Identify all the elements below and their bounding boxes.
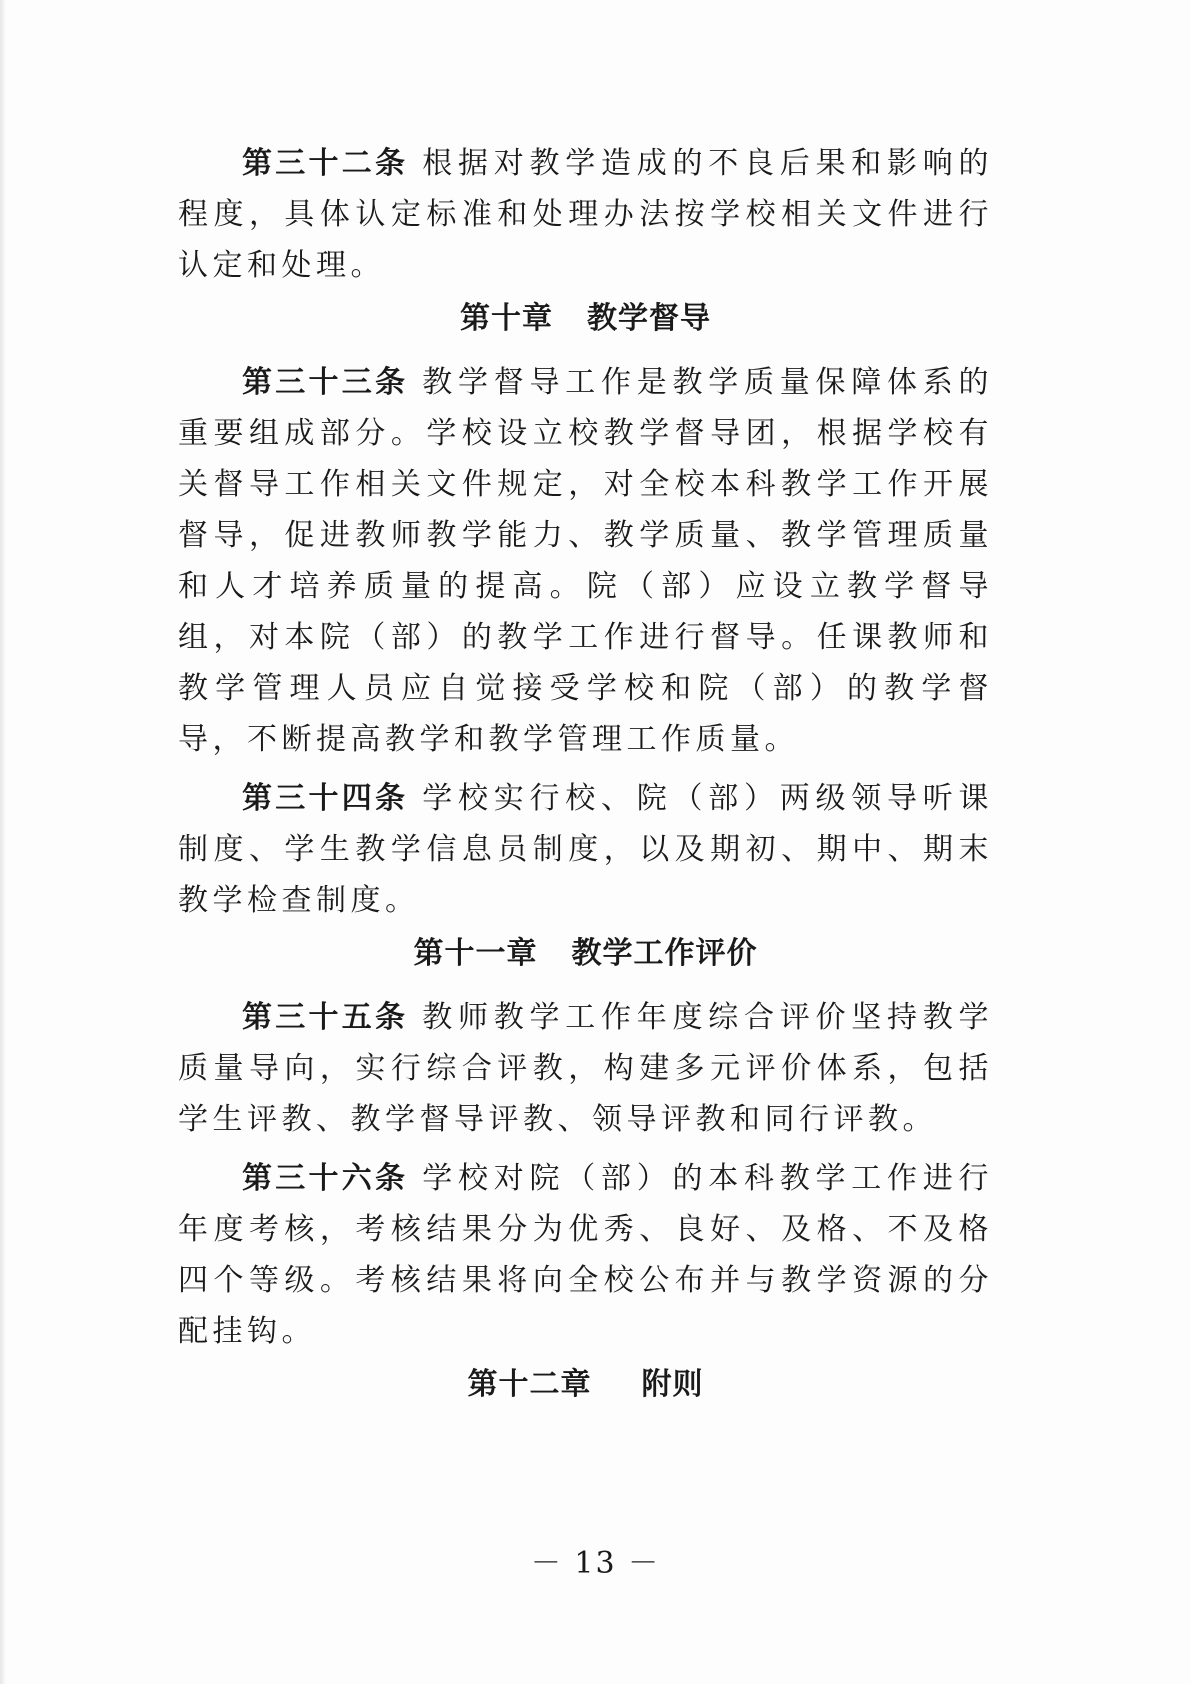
article-paragraph <box>178 1153 993 1357</box>
article-number: 第三十三条 <box>242 365 409 400</box>
article-number: 第三十六条 <box>242 1161 409 1196</box>
article-number: 第三十四条 <box>242 781 409 816</box>
document-body <box>178 138 993 1423</box>
chapter-title: 附则 <box>641 1367 704 1402</box>
chapter-number: 第十二章 <box>467 1367 592 1402</box>
article-paragraph <box>178 357 993 765</box>
article-text: 根据对教学造成的不良后果和影响的程度，具体认定标准和处理办法按学校相关文件进行认定和处理。 <box>178 146 993 283</box>
article-text: 教学督导工作是教学质量保障体系的重要组成部分。学校设立校教学督导团，根据学校有关督导工作相关文件规定，对全校本科教学工作开展督导，促进教师教学能力、教学质量、教学管理质量和人才培养质量的提高。院（部）应设立教学督导组，对本院（部）的教学工作进行督导。任课教师和教学管理人员应自觉接受学校和院（部）的教学督导，不断提高教学和教学管理工作质量。 <box>178 365 993 757</box>
article-paragraph <box>178 138 993 291</box>
page-number: － 13 － <box>530 1546 661 1581</box>
article-paragraph <box>178 992 993 1145</box>
article-text: 教师教学工作年度综合评价坚持教学质量导向，实行综合评教，构建多元评价体系，包括学生评教、教学督导评教、领导评教和同行评教。 <box>178 1000 993 1137</box>
chapter-title: 教学工作评价 <box>571 936 758 971</box>
article-number: 第三十五条 <box>242 1000 409 1035</box>
article-text: 学校实行校、院（部）两级领导听课制度、学生教学信息员制度，以及期初、期中、期末教学检查制度。 <box>178 781 993 918</box>
chapter-number: 第十章 <box>460 301 553 336</box>
chapter-heading <box>178 934 993 974</box>
chapter-heading <box>178 299 993 339</box>
article-text: 学校对院（部）的本科教学工作进行年度考核，考核结果分为优秀、良好、及格、不及格四个等级。考核结果将向全校公布并与教学资源的分配挂钩。 <box>178 1161 993 1349</box>
chapter-heading <box>178 1365 993 1405</box>
scan-edge-shadow <box>0 0 6 1684</box>
chapter-title: 教学督导 <box>587 301 711 336</box>
article-paragraph <box>178 773 993 926</box>
article-number: 第三十二条 <box>242 146 409 181</box>
chapter-number: 第十一章 <box>413 936 538 971</box>
